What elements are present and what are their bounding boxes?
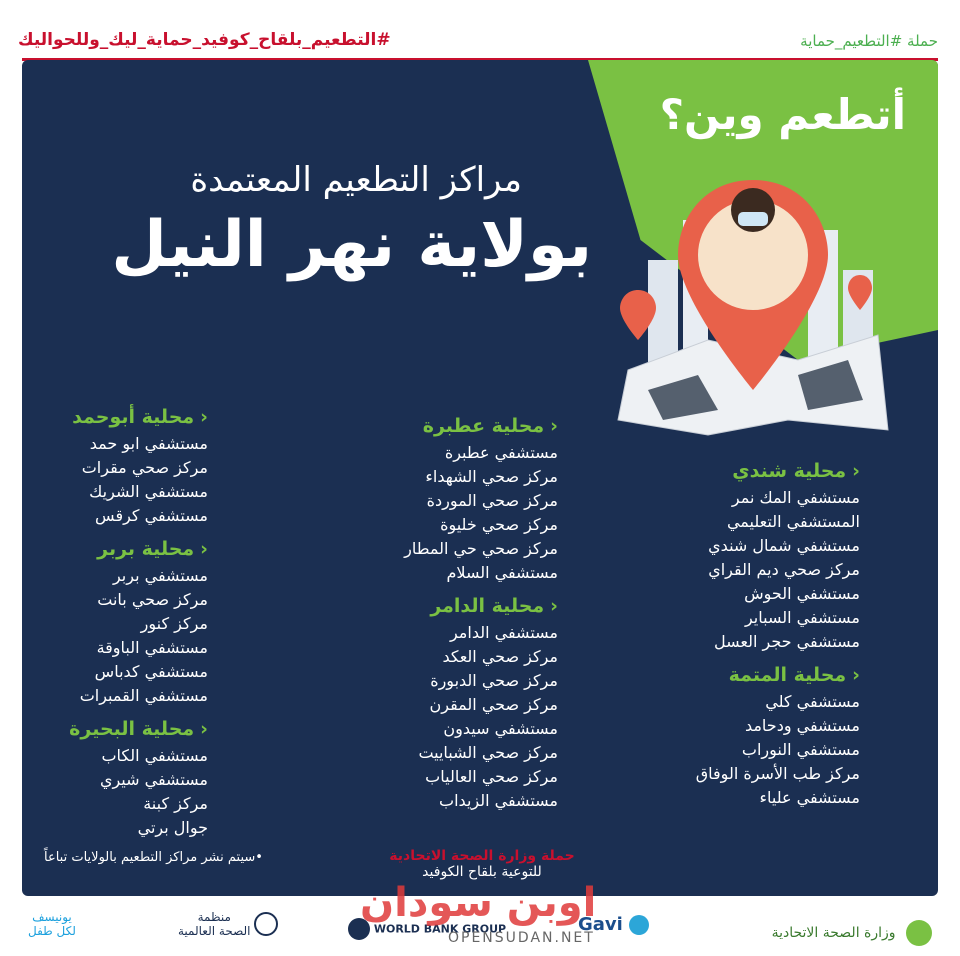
center-item: مركز صحي الشهداء	[425, 467, 558, 486]
gavi-logo: Gavi	[578, 914, 649, 935]
locality-header: ‹محلية المتمة	[728, 664, 860, 686]
chevron-icon: ‹	[550, 415, 558, 437]
center-item: مركز صحي العكد	[442, 647, 558, 666]
globe-icon	[254, 912, 278, 936]
locality-group	[650, 460, 860, 654]
center-item: مستشفي السباير	[744, 608, 860, 627]
campaign-line-2: للتوعية بلقاح الكوفيد	[422, 864, 542, 880]
center-item: مركز كنور	[140, 614, 208, 633]
locality-column-left	[48, 396, 208, 840]
unicef-logo: يونيسف لكل طفل	[28, 910, 76, 938]
center-item: مركز صحي الشباييت	[418, 743, 558, 762]
locality-header: ‹محلية شندي	[732, 460, 860, 482]
center-item: مستشفي حجر العسل	[713, 632, 860, 651]
footnote: •سيتم نشر مراكز التطعيم بالولايات تباعاً	[44, 850, 263, 865]
chevron-icon: ‹	[200, 406, 208, 428]
center-item: مستشفي شمال شندي	[708, 536, 860, 555]
center-item: مركز صحي المقرن	[429, 695, 558, 714]
locality-header: ‹محلية الدامر	[430, 595, 558, 617]
worldbank-logo: WORLD BANK GROUP	[348, 918, 506, 940]
center-item: مستشفي بربر	[112, 566, 208, 585]
locality-group	[48, 538, 208, 708]
locality-header: ‹محلية بربر	[97, 538, 208, 560]
center-item: مستشفي الزيداب	[439, 791, 558, 810]
center-item: مستشفي الباوقة	[96, 638, 208, 657]
center-item: مستشفي سيدون	[443, 719, 558, 738]
chevron-icon: ‹	[852, 664, 860, 686]
center-item: مستشفي شيري	[99, 770, 208, 789]
center-item: مركز صحي العالياب	[425, 767, 558, 786]
map-pin-illustration	[608, 160, 898, 440]
chevron-icon: ‹	[200, 538, 208, 560]
center-item: مستشفي عطبرة	[444, 443, 558, 462]
center-item: مستشفي الحوش	[744, 584, 860, 603]
center-item: مركز صحي خليوة	[440, 515, 558, 534]
locality-column-right	[650, 450, 860, 810]
campaign-credit	[362, 848, 602, 880]
locality-group	[650, 664, 860, 810]
campaign-tag: حملة #التطعيم_حماية	[800, 32, 938, 50]
ministry-logo: وزارة الصحة الاتحادية	[772, 920, 932, 946]
center-item: مركز صحي الدبورة	[430, 671, 558, 690]
center-item: مركز طب الأسرة الوفاق	[695, 764, 860, 783]
emblem-icon	[906, 920, 932, 946]
center-item: مستشفي النوراب	[741, 740, 860, 759]
locality-header: ‹محلية البحيرة	[69, 718, 208, 740]
chevron-icon: ‹	[852, 460, 860, 482]
locality-group	[358, 415, 558, 585]
locality-column-middle	[358, 405, 558, 813]
headline: أتطعم وين؟	[659, 90, 906, 139]
center-item: جوال برتي	[137, 818, 208, 837]
chevron-icon: ‹	[550, 595, 558, 617]
locality-group	[358, 595, 558, 813]
circle-icon	[629, 915, 649, 935]
center-item: مستشفي ابو حمد	[89, 434, 208, 453]
campaign-hashtag: #التطعيم_بلقاح_كوفيد_حماية_ليك_وللحواليك	[18, 30, 391, 50]
center-item: مركز صحي مقرات	[81, 458, 208, 477]
center-item: المستشفي التعليمي	[726, 512, 860, 531]
center-item: مستشفي الكاب	[101, 746, 208, 765]
center-item: مستشفي كرقس	[95, 506, 208, 525]
subtitle: مراكز التطعيم المعتمدة	[190, 160, 522, 200]
center-item: مستشفي كلي	[765, 692, 860, 711]
watermark-url: OPENSUDAN.NET	[448, 930, 595, 946]
center-item: مستشفي القمبرات	[79, 686, 208, 705]
poster	[22, 60, 938, 896]
center-item: مستشفي كدباس	[94, 662, 208, 681]
who-logo: منظمة الصحة العالمية	[178, 910, 278, 938]
center-item: مركز صحي الموردة	[426, 491, 558, 510]
center-item: مستشفي ودحامد	[744, 716, 860, 735]
center-item: مركز صحي بانت	[97, 590, 208, 609]
page-title: بولاية نهر النيل	[111, 208, 592, 282]
center-item: مستشفي الدامر	[449, 623, 558, 642]
center-item: مستشفي المك نمر	[731, 488, 860, 507]
center-item: مستشفي الشريك	[89, 482, 208, 501]
center-item: مستشفي علياء	[759, 788, 860, 807]
center-item: مركز صحي ديم القراي	[708, 560, 860, 579]
watermark: اوبن سودان	[360, 880, 597, 926]
locality-group	[48, 718, 208, 840]
locality-group	[48, 406, 208, 528]
chevron-icon: ‹	[200, 718, 208, 740]
center-item: مركز كبنة	[143, 794, 208, 813]
center-item: مستشفي السلام	[446, 563, 558, 582]
locality-header: ‹محلية أبوحمد	[72, 406, 208, 428]
locality-header: ‹محلية عطبرة	[422, 415, 558, 437]
center-item: مركز صحي حي المطار	[404, 539, 558, 558]
campaign-line-1: حملة وزارة الصحة الاتحادية	[389, 848, 575, 864]
